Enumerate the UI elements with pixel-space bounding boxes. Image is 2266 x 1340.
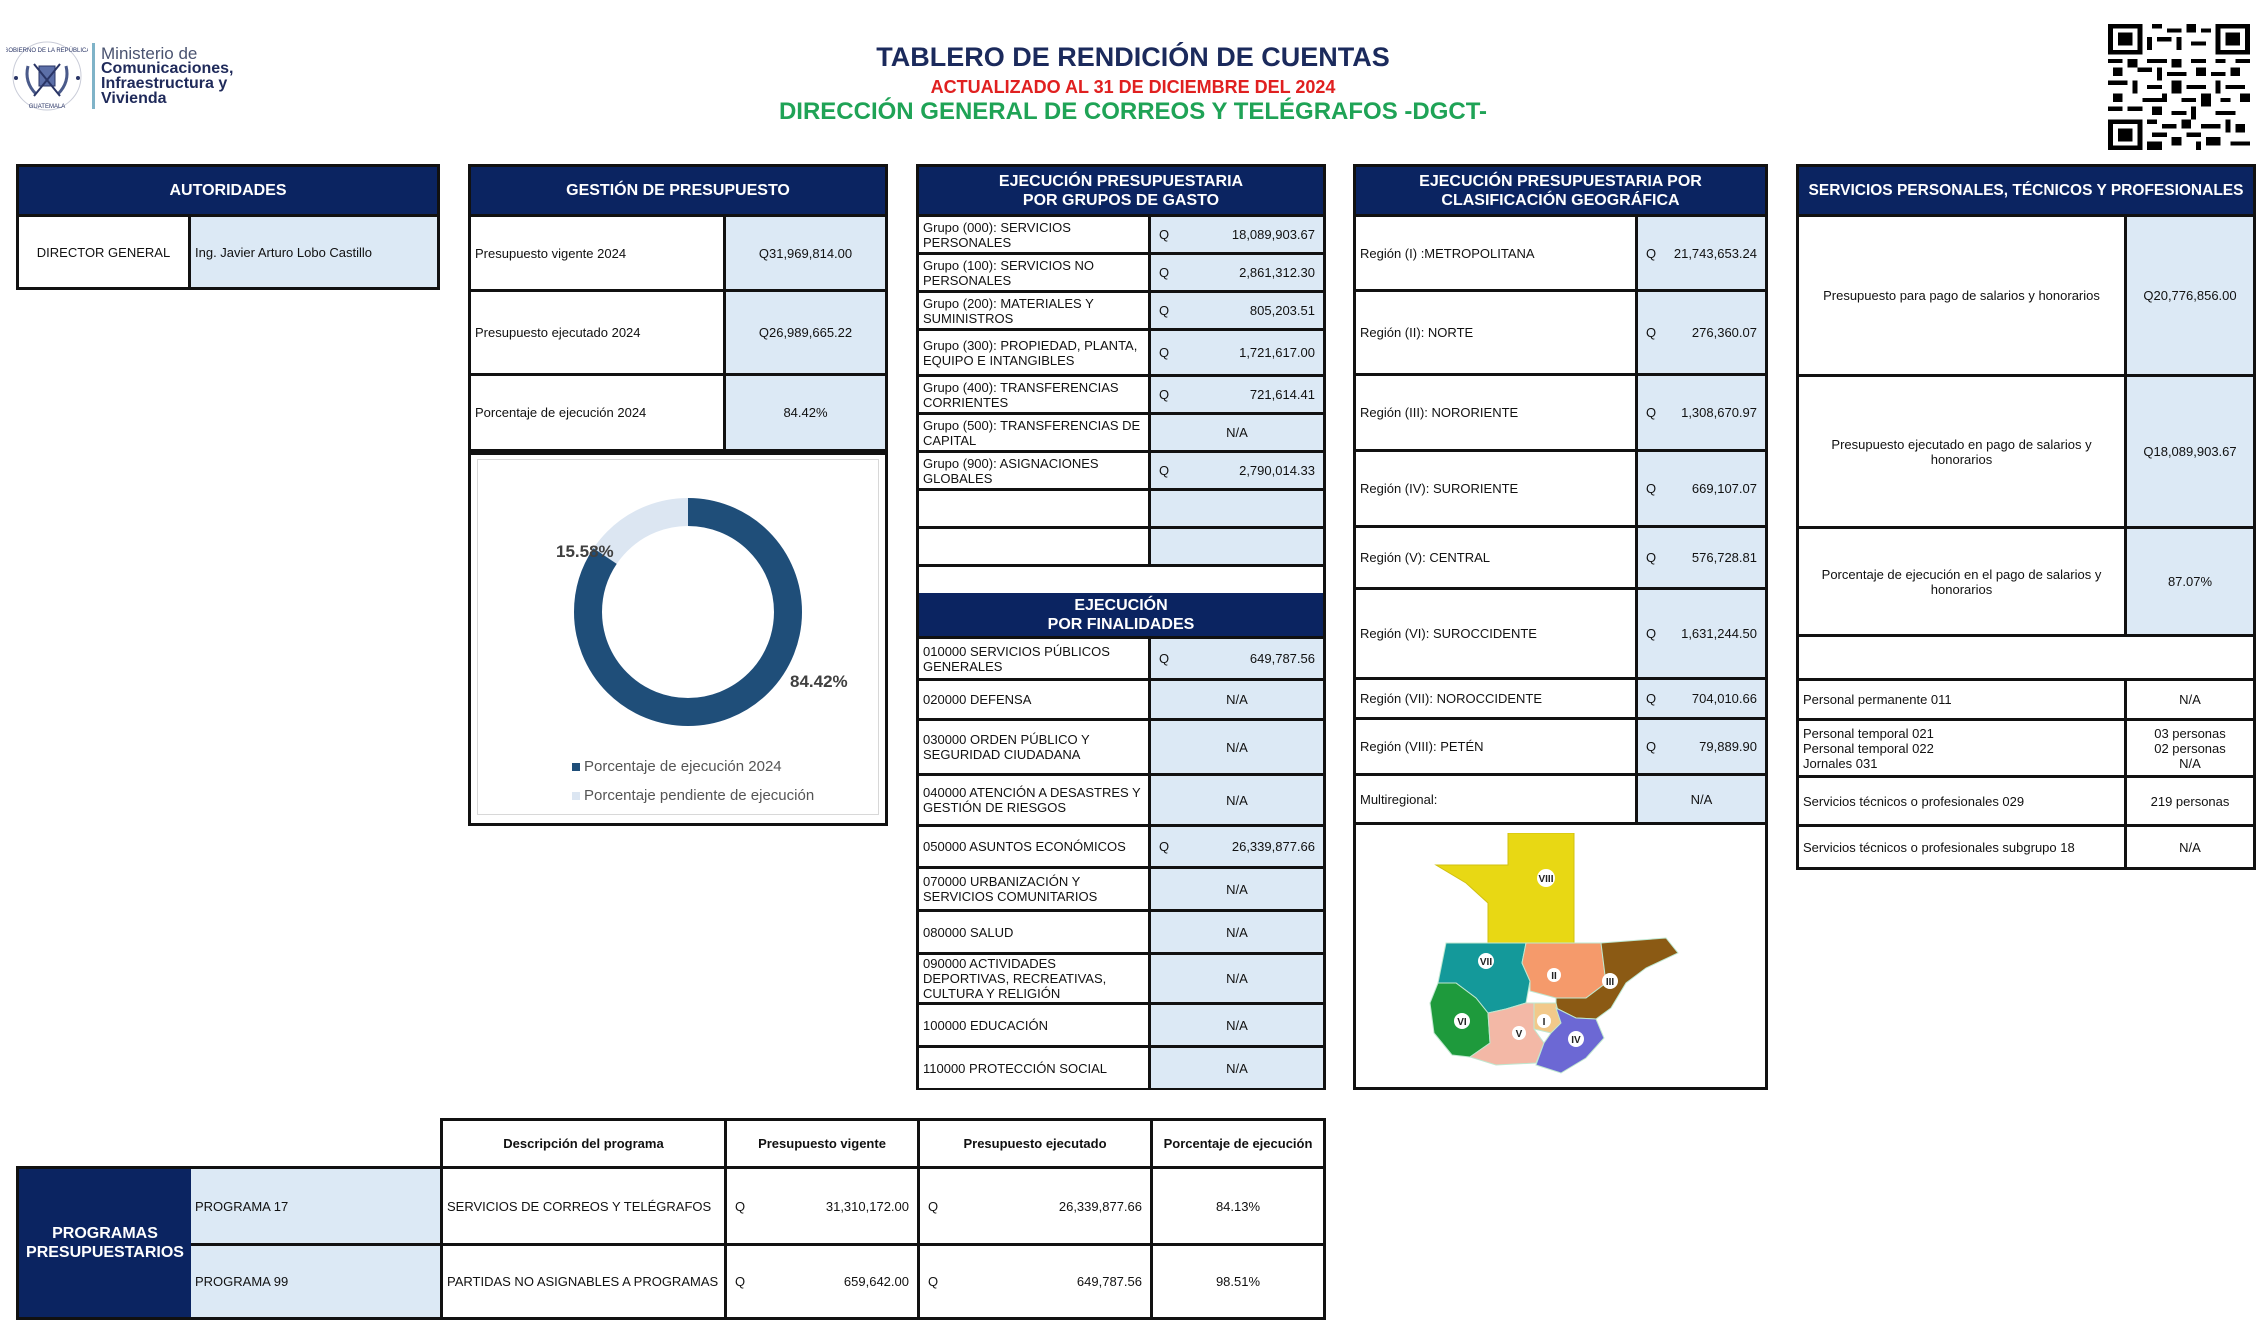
svg-text:I: I [1542, 1017, 1546, 1028]
purpose-value: N/A [1151, 955, 1323, 1002]
expense-group-value: N/A [1151, 415, 1323, 450]
authority-name: Ing. Javier Arturo Lobo Castillo [191, 217, 437, 287]
grupos-gasto-rows [919, 217, 1323, 593]
currency-symbol: Q [1159, 345, 1170, 360]
region-value [1638, 292, 1765, 373]
budget-value: Q31,969,814.00 [726, 217, 885, 289]
currency-symbol: Q [1159, 651, 1170, 666]
grupos-finalidades-table [916, 164, 1326, 1090]
salary-percentage-value: 87.07% [2127, 529, 2253, 634]
purpose-value: N/A [1151, 912, 1323, 952]
amount: 31,310,172.00 [825, 1198, 909, 1214]
amount: 1,631,244.50 [1681, 626, 1757, 641]
empty-value [1151, 491, 1323, 526]
table-row [919, 955, 1323, 1005]
expense-group-value [1151, 255, 1323, 290]
column-header: Presupuesto vigente [727, 1121, 920, 1166]
program-name: PROGRAMA 99 [191, 1246, 443, 1317]
guatemala-regions-map [1356, 825, 1765, 1087]
table-row [919, 721, 1323, 776]
chart-area [477, 459, 879, 815]
table-row [1356, 528, 1765, 590]
ministry-name-line2: Comunicaciones, [101, 60, 234, 77]
table-row [919, 331, 1323, 377]
expense-group-label: Grupo (900): ASIGNACIONES GLOBALES [919, 453, 1151, 488]
grupos-gasto-header [919, 167, 1323, 217]
table-row [1356, 680, 1765, 720]
personnel-value: N/A [2179, 692, 2201, 707]
header-line: EJECUCIÓN PRESUPUESTARIA [998, 172, 1244, 190]
expense-group-label: Grupo (300): PROPIEDAD, PLANTA, EQUIPO E INTANGIBLES [919, 331, 1151, 374]
authority-role: DIRECTOR GENERAL [19, 217, 191, 287]
servicios-personales-table [1796, 164, 2256, 870]
region-label: Multiregional: [1356, 776, 1638, 822]
personnel-label: Jornales 031 [1803, 755, 1878, 771]
expense-group-value [1151, 217, 1323, 252]
personnel-label: Personal temporal 022 [1803, 740, 1934, 756]
svg-text:II: II [1551, 971, 1557, 982]
svg-text:VIII: VIII [1538, 874, 1554, 885]
spacer-row [919, 567, 1323, 593]
header-line: CLASIFICACIÓN GEOGRÁFICA [1441, 191, 1680, 209]
expense-group-label: Grupo (400): TRANSFERENCIAS CORRIENTES [919, 377, 1151, 412]
amount: 2,790,014.33 [1239, 463, 1315, 478]
empty-value [1151, 529, 1323, 564]
currency-symbol: Q [1646, 481, 1657, 496]
table-row [919, 776, 1323, 827]
personnel-value: N/A [2179, 839, 2201, 855]
personnel-value-group [2127, 721, 2253, 775]
region-value [1638, 217, 1765, 289]
table-row [1356, 217, 1765, 292]
table-row [191, 1246, 1323, 1317]
region-value [1638, 452, 1765, 525]
empty-label [919, 529, 1151, 564]
gestion-presupuesto-table [468, 164, 888, 452]
currency-symbol: Q [1646, 691, 1657, 706]
program-vigente [727, 1246, 920, 1317]
svg-text:VI: VI [1457, 1017, 1467, 1028]
header-line: EJECUCIÓN [1074, 596, 1168, 614]
budget-label: Presupuesto ejecutado 2024 [471, 292, 726, 373]
expense-group-value [1151, 377, 1323, 412]
execution-donut-chart [468, 452, 888, 826]
purpose-label: 110000 PROTECCIÓN SOCIAL [919, 1048, 1151, 1088]
expense-group-label: Grupo (100): SERVICIOS NO PERSONALES [919, 255, 1151, 290]
region-label: Región (V): CENTRAL [1356, 528, 1638, 587]
region-value [1638, 680, 1765, 717]
currency-symbol: Q [1646, 405, 1657, 420]
currency-symbol: Q [1646, 739, 1657, 754]
table-row [919, 415, 1323, 453]
geografica-table [1353, 164, 1768, 1090]
personnel-value: N/A [2179, 755, 2201, 771]
gestion-header: GESTIÓN DE PRESUPUESTO [471, 167, 885, 217]
amount: 669,107.07 [1691, 481, 1757, 496]
updated-date: ACTUALIZADO AL 31 DE DICIEMBRE DEL 2024 [930, 77, 1336, 97]
program-percentage: 84.13% [1215, 1198, 1261, 1214]
region-value [1638, 720, 1765, 773]
spacer-row [1799, 637, 2253, 681]
qr-code-icon[interactable] [2108, 24, 2250, 150]
amount: 649,787.56 [1076, 1274, 1142, 1289]
purpose-label: 020000 DEFENSA [919, 681, 1151, 718]
purpose-label: 070000 URBANIZACIÓN Y SERVICIOS COMUNITARIOS [919, 869, 1151, 909]
expense-group-value [1151, 331, 1323, 374]
empty-label [919, 491, 1151, 526]
svg-text:V: V [1515, 1029, 1523, 1040]
purpose-label: 010000 SERVICIOS PÚBLICOS GENERALES [919, 639, 1151, 678]
currency-symbol: Q [1159, 463, 1170, 478]
purpose-label: 050000 ASUNTOS ECONÓMICOS [919, 827, 1151, 866]
currency-symbol: Q [1159, 227, 1170, 242]
currency-symbol: Q [1159, 303, 1170, 318]
purpose-label: 080000 SALUD [919, 912, 1151, 952]
table-row [1799, 681, 2253, 721]
svg-text:VII: VII [1479, 957, 1493, 968]
salary-budget-label: Presupuesto para pago de salarios y honorarios [1799, 217, 2127, 374]
table-row [919, 1048, 1323, 1088]
currency-symbol: Q [1159, 387, 1170, 402]
region-label: Región (VIII): PETÉN [1356, 720, 1638, 773]
salary-executed-label: Presupuesto ejecutado en pago de salarios y honorarios [1799, 377, 2127, 526]
budget-label: Porcentaje de ejecución 2024 [471, 376, 726, 449]
personnel-value: 219 personas [2150, 793, 2230, 809]
personnel-label: Personal temporal 021 [1803, 725, 1934, 741]
purpose-value: N/A [1151, 869, 1323, 909]
program-description: SERVICIOS DE CORREOS Y TELÉGRAFOS [443, 1169, 727, 1243]
header-line: EJECUCIÓN PRESUPUESTARIA POR [1419, 172, 1702, 190]
region-label: Región (VI): SUROCCIDENTE [1356, 590, 1638, 677]
table-row [919, 217, 1323, 255]
logo-divider [92, 43, 95, 109]
amount: 2,861,312.30 [1239, 265, 1315, 280]
ministry-name-line4: Vivienda [101, 90, 167, 107]
currency-symbol: Q [1159, 265, 1170, 280]
salary-budget-value: Q20,776,856.00 [2127, 217, 2253, 374]
currency-symbol: Q [1646, 245, 1657, 261]
programs-column-headers [440, 1118, 1326, 1166]
currency-symbol: Q [735, 1274, 746, 1289]
personnel-label: Servicios técnicos o profesionales 029 [1799, 778, 2127, 824]
legend-swatch-pending [572, 792, 580, 800]
table-row [471, 217, 885, 292]
amount: 18,089,903.67 [1231, 227, 1315, 242]
guatemala-seal-icon [6, 38, 88, 114]
autoridades-table [16, 164, 440, 290]
expense-group-label: Grupo (200): MATERIALES Y SUMINISTROS [919, 293, 1151, 328]
amount: 649,787.56 [1249, 651, 1315, 666]
amount: 1,308,670.97 [1681, 405, 1757, 420]
budget-label: Presupuesto vigente 2024 [471, 217, 726, 289]
purpose-label: 090000 ACTIVIDADES DEPORTIVAS, RECREATIVAS, CULTURA Y RELIGIÓN [919, 955, 1151, 1002]
currency-symbol: Q [1646, 550, 1657, 565]
purpose-label: 040000 ATENCIÓN A DESASTRES Y GESTIÓN DE RIESGOS [919, 776, 1151, 824]
amount: 1,721,617.00 [1239, 345, 1315, 360]
servicios-header: SERVICIOS PERSONALES, TÉCNICOS Y PROFESIONALES [1799, 167, 2253, 217]
table-row [1799, 778, 2253, 827]
executed-data-label: 84.42% [790, 672, 848, 691]
amount: 721,614.41 [1249, 387, 1315, 402]
region-label: Región (III): NORORIENTE [1356, 376, 1638, 449]
table-row [1356, 452, 1765, 528]
purpose-value [1151, 827, 1323, 866]
region-label: Región (VII): NOROCCIDENTE [1356, 680, 1638, 717]
programs-rows [191, 1169, 1323, 1317]
currency-symbol: Q [928, 1274, 939, 1289]
expense-group-value [1151, 453, 1323, 488]
donut-chart [570, 494, 806, 730]
program-description: PARTIDAS NO ASIGNABLES A PROGRAMAS [443, 1246, 727, 1317]
pending-data-label: 15.58% [556, 542, 614, 561]
table-row [1356, 720, 1765, 776]
table-row [191, 1169, 1323, 1246]
amount: 805,203.51 [1249, 303, 1315, 318]
amount: 21,743,653.24 [1673, 245, 1757, 261]
program-ejecutado [920, 1246, 1153, 1317]
region-value [1638, 528, 1765, 587]
region-value [1638, 590, 1765, 677]
legend-item-pending [572, 787, 814, 804]
purpose-value: N/A [1151, 721, 1323, 773]
table-row [1356, 376, 1765, 452]
purpose-value: N/A [1151, 1048, 1323, 1088]
header-line: POR GRUPOS DE GASTO [1022, 191, 1220, 209]
guatemala-map-icon [1426, 833, 1706, 1081]
program-percentage: 98.51% [1215, 1274, 1261, 1289]
svg-text:III: III [1605, 977, 1615, 988]
table-row [919, 293, 1323, 331]
table-row [1356, 292, 1765, 376]
region-value [1638, 376, 1765, 449]
programs-section-label: PROGRAMAS PRESUPUESTARIOS [19, 1169, 191, 1317]
personnel-value: 03 personas [2154, 725, 2226, 741]
table-row [19, 217, 437, 287]
ministry-name-line3: Infraestructura y [101, 75, 228, 92]
purpose-label: 100000 EDUCACIÓN [919, 1005, 1151, 1045]
table-row [1799, 721, 2253, 778]
amount: 276,360.07 [1691, 325, 1757, 340]
table-row [1356, 590, 1765, 680]
budget-value: 84.42% [726, 376, 885, 449]
currency-symbol: Q [1159, 839, 1170, 854]
amount: 79,889.90 [1699, 739, 1757, 754]
legend-label: Porcentaje de ejecución 2024 [584, 758, 782, 775]
personnel-label-group [1799, 721, 2127, 775]
programs-table [16, 1166, 1326, 1320]
svg-text:IV: IV [1571, 1035, 1581, 1046]
svg-text:GOBIERNO DE LA REPÚBLICA: GOBIERNO DE LA REPÚBLICA [6, 48, 88, 54]
column-header: Porcentaje de ejecución [1163, 1136, 1313, 1151]
purpose-value: N/A [1151, 681, 1323, 718]
table-row [919, 827, 1323, 869]
purpose-value: N/A [1151, 776, 1323, 824]
personnel-label: Personal permanente 011 [1799, 681, 2127, 718]
table-row [919, 1005, 1323, 1048]
geografica-header [1356, 167, 1765, 217]
table-row [1799, 827, 2253, 867]
table-row [919, 639, 1323, 681]
program-name: PROGRAMA 17 [191, 1169, 443, 1243]
program-ejecutado [920, 1169, 1153, 1243]
salary-executed-value: Q18,089,903.67 [2127, 377, 2253, 526]
currency-symbol: Q [928, 1198, 939, 1214]
legend-label: Porcentaje pendiente de ejecución [584, 787, 815, 804]
column-header: Descripción del programa [443, 1121, 727, 1166]
amount: 26,339,877.66 [1058, 1198, 1142, 1214]
table-row [471, 376, 885, 449]
table-row [919, 869, 1323, 912]
currency-symbol: Q [1646, 626, 1657, 641]
expense-group-label: Grupo (500): TRANSFERENCIAS DE CAPITAL [919, 415, 1151, 450]
currency-symbol: Q [1646, 325, 1657, 340]
region-label: Región (IV): SURORIENTE [1356, 452, 1638, 525]
salary-percentage-label: Porcentaje de ejecución en el pago de salarios y honorarios [1799, 529, 2127, 634]
table-row [919, 912, 1323, 955]
region-label: Región (II): NORTE [1356, 292, 1638, 373]
autoridades-header: AUTORIDADES [19, 167, 437, 217]
table-row [919, 377, 1323, 415]
ministry-name [101, 46, 233, 106]
amount: 576,728.81 [1691, 550, 1757, 565]
finalidades-rows [919, 639, 1323, 1088]
legend-item-executed [572, 758, 782, 775]
table-row-empty [919, 491, 1323, 529]
svg-text:GUATEMALA: GUATEMALA [28, 104, 66, 110]
expense-group-value [1151, 293, 1323, 328]
ministry-name-line1: Ministerio de [101, 44, 198, 63]
header-line: POR FINALIDADES [1047, 615, 1195, 633]
expense-group-label: Grupo (000): SERVICIOS PERSONALES [919, 217, 1151, 252]
finalidades-header [919, 593, 1323, 639]
table-row [919, 681, 1323, 721]
amount: 704,010.66 [1691, 691, 1757, 706]
budget-value: Q26,989,665.22 [726, 292, 885, 373]
program-vigente [727, 1169, 920, 1243]
personnel-label: Servicios técnicos o profesionales subgrupo 18 [1799, 827, 2127, 867]
table-row [1799, 529, 2253, 637]
legend-swatch-executed [572, 763, 580, 771]
amount: 659,642.00 [843, 1274, 909, 1289]
personnel-value: 02 personas [2154, 740, 2226, 756]
amount: 26,339,877.66 [1231, 839, 1315, 854]
table-row [1799, 377, 2253, 529]
table-row [1799, 217, 2253, 377]
purpose-label: 030000 ORDEN PÚBLICO Y SEGURIDAD CIUDADANA [919, 721, 1151, 773]
ministry-logo [6, 38, 266, 114]
table-row [919, 453, 1323, 491]
region-label: Región (I) :METROPOLITANA [1356, 217, 1638, 289]
table-row [919, 255, 1323, 293]
region-value: N/A [1638, 776, 1765, 822]
currency-symbol: Q [735, 1198, 746, 1214]
table-row [471, 292, 885, 376]
table-row-empty [919, 529, 1323, 567]
purpose-value [1151, 639, 1323, 678]
page-title: TABLERO DE RENDICIÓN DE CUENTAS [876, 42, 1390, 72]
table-row [1356, 776, 1765, 825]
column-header: Presupuesto ejecutado [920, 1121, 1153, 1166]
entity-name: DIRECCIÓN GENERAL DE CORREOS Y TELÉGRAFOS -DGCT- [778, 98, 1488, 125]
purpose-value: N/A [1151, 1005, 1323, 1045]
